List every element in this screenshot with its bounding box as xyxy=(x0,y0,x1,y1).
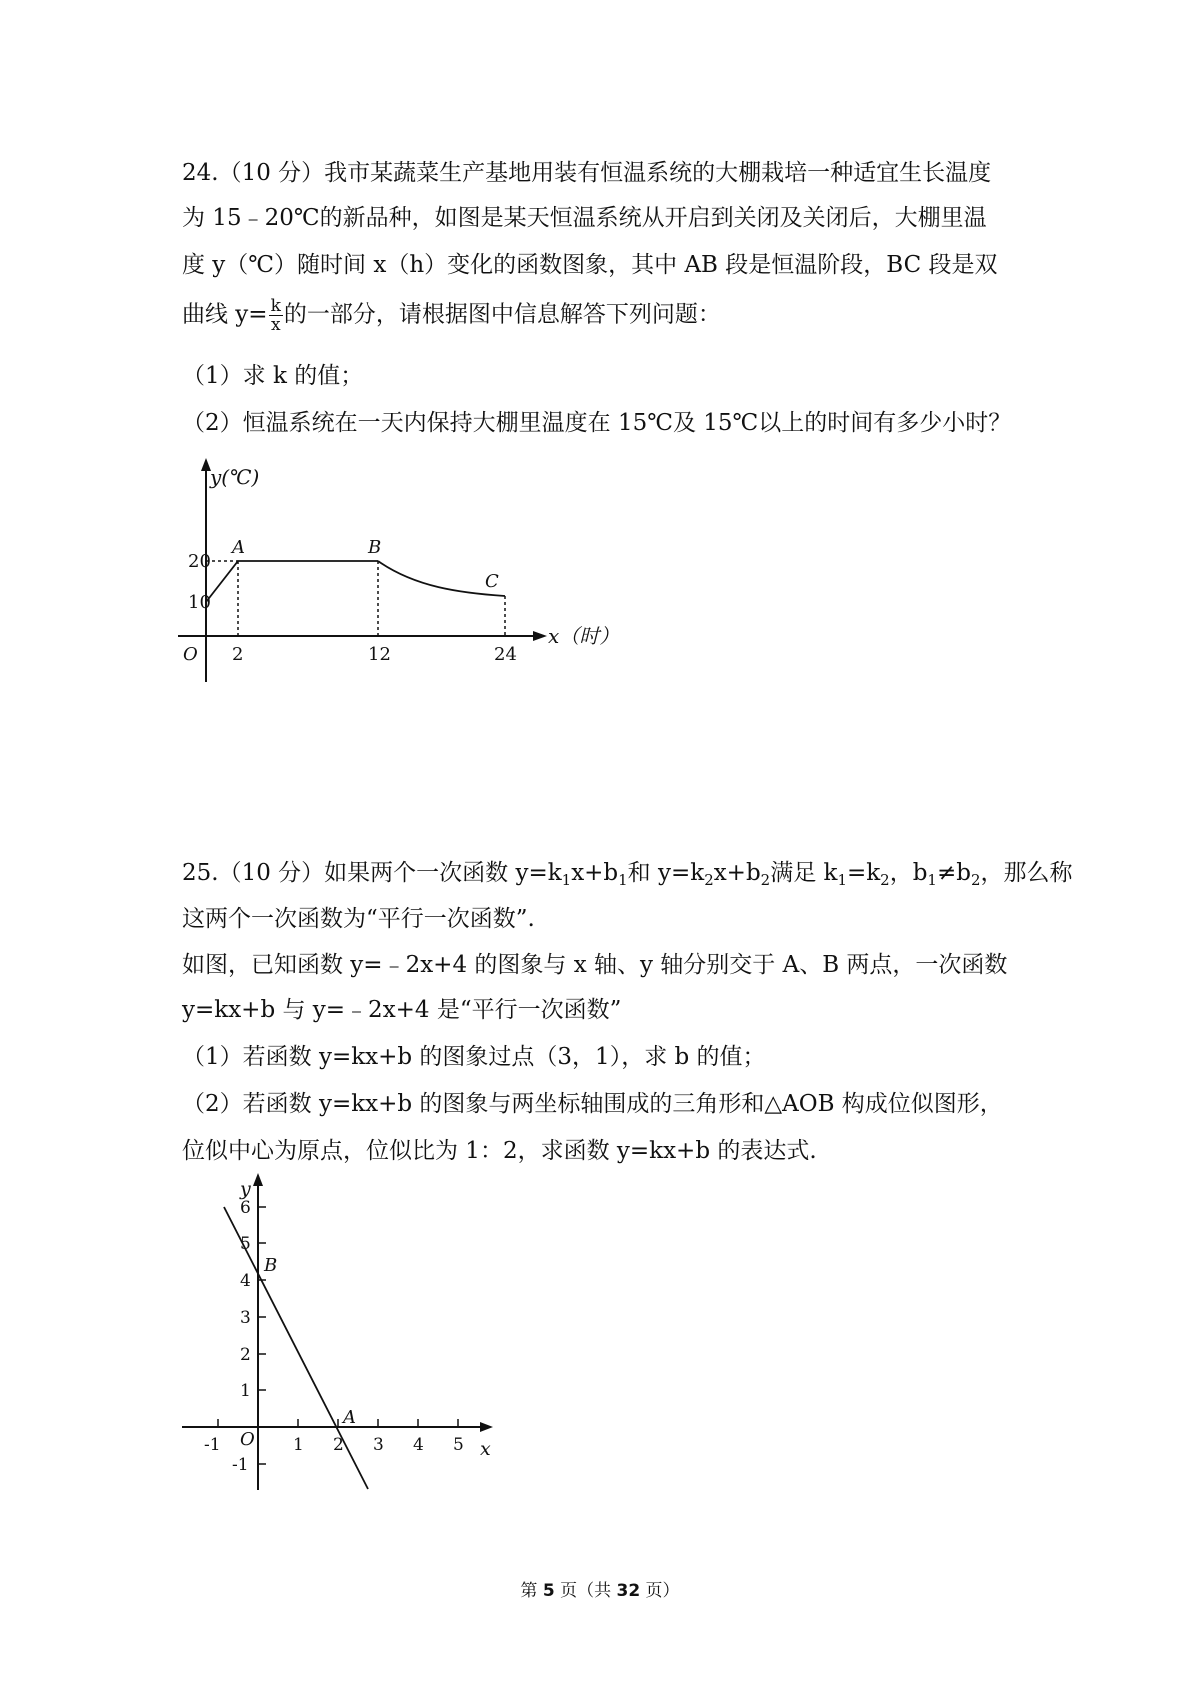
q25-line-graph xyxy=(180,1165,520,1495)
origin-label: O xyxy=(240,1429,255,1450)
y-axis-label: y xyxy=(240,1178,251,1200)
point-a-label: A xyxy=(343,1407,356,1428)
x-tick-12: 12 xyxy=(368,644,391,665)
x-tick-2: 2 xyxy=(232,644,244,665)
q24-line-4 xyxy=(182,297,721,334)
q25-part-1: （1）若函数 y=kx+b 的图象过点（3，1），求 b 的值； xyxy=(182,1044,766,1070)
q24-line-2: 为 15﹣20℃的新品种，如图是某天恒温系统从开启到关闭及关闭后，大棚里温 xyxy=(182,205,987,231)
y-tick-2: 2 xyxy=(240,1345,251,1365)
origin-label: O xyxy=(183,644,198,665)
y-tick-5: 5 xyxy=(240,1234,251,1254)
x-axis-label: x xyxy=(480,1438,491,1460)
segment-oa-ab xyxy=(206,561,378,602)
fraction-k-over-x xyxy=(269,297,283,334)
q25-text: 满足 k xyxy=(770,860,838,886)
y-tick-10: 10 xyxy=(188,592,211,613)
q24-line-1: 24.（10 分）我市某蔬菜生产基地用装有恒温系统的大棚栽培一种适宜生长温度 xyxy=(182,160,992,186)
q25-text: ，那么称 xyxy=(980,860,1073,886)
q25-part-3: 位似中心为原点，位似比为 1：2，求函数 y=kx+b 的表达式. xyxy=(182,1138,817,1164)
point-c-label: C xyxy=(485,571,499,592)
x-axis-arrow xyxy=(533,631,547,641)
q24-part-1: （1）求 k 的值； xyxy=(182,363,364,389)
x-tick-marks xyxy=(218,1419,458,1427)
y-axis-label: y(℃) xyxy=(210,465,260,489)
x-tick-1: 1 xyxy=(293,1435,304,1455)
y-tick-1: 1 xyxy=(240,1381,251,1401)
footer-total-pages: 32 xyxy=(616,1581,641,1601)
q25-text: x+b xyxy=(713,860,761,886)
q25-line-1-pre: 25.（10 分）如果两个一次函数 y=k xyxy=(182,860,562,886)
subscript: 2 xyxy=(704,871,714,890)
x-tick-3: 3 xyxy=(373,1435,384,1455)
footer-post: 页） xyxy=(640,1581,680,1601)
q24-line-4-post: 的一部分，请根据图中信息解答下列问题： xyxy=(283,301,721,328)
q25-text: x+b xyxy=(571,860,619,886)
q25-text: ≠b xyxy=(936,860,971,886)
subscript: 1 xyxy=(837,871,847,890)
subscript: 1 xyxy=(561,871,572,890)
footer-mid: 页（共 xyxy=(554,1581,617,1601)
y-tick-4: 4 xyxy=(240,1271,251,1291)
y-tick-20: 20 xyxy=(188,551,211,572)
q25-text: ，b xyxy=(889,860,928,886)
y-tick-3: 3 xyxy=(240,1308,251,1328)
q25-line-4: y=kx+b 与 y=﹣2x+4 是“平行一次函数” xyxy=(182,997,622,1023)
x-tick-24: 24 xyxy=(494,644,517,665)
subscript: 1 xyxy=(618,871,628,890)
y-tick-marks xyxy=(258,1207,266,1464)
point-b-label: B xyxy=(264,1255,278,1276)
x-tick-2: 2 xyxy=(333,1435,344,1455)
x-axis-arrow xyxy=(480,1422,493,1432)
point-b-label: B xyxy=(368,537,382,558)
q24-temperature-graph xyxy=(170,450,630,690)
subscript: 2 xyxy=(880,871,890,890)
q25-line-3: 如图，已知函数 y=﹣2x+4 的图象与 x 轴、y 轴分别交于 A、B 两点，一次函数 xyxy=(182,952,1008,978)
x-tick-4: 4 xyxy=(413,1435,424,1455)
page-footer xyxy=(0,1576,1200,1601)
q25-part-2: （2）若函数 y=kx+b 的图象与两坐标轴围成的三角形和△AOB 构成位似图形， xyxy=(182,1091,1003,1117)
q24-part-2: （2）恒温系统在一天内保持大棚里温度在 15℃及 15℃以上的时间有多少小时？ xyxy=(182,410,1012,436)
footer-pre: 第 xyxy=(520,1581,543,1601)
x-tick-neg1: -1 xyxy=(204,1435,221,1455)
subscript: 2 xyxy=(760,871,771,890)
q24-line-4-pre: 曲线 y= xyxy=(182,301,268,328)
q24-line-3: 度 y（℃）随时间 x（h）变化的函数图象，其中 AB 段是恒温阶段，BC 段是双 xyxy=(182,252,998,278)
point-a-label: A xyxy=(232,537,245,558)
q25-text: 和 y=k xyxy=(627,860,705,886)
subscript: 2 xyxy=(970,871,981,890)
fraction-denominator: x xyxy=(270,315,281,335)
q25-text: =k xyxy=(846,860,881,886)
y-axis-arrow xyxy=(253,1173,263,1186)
y-tick-6: 6 xyxy=(240,1198,251,1218)
q25-line-1 xyxy=(182,858,1072,888)
x-axis-label: x（时） xyxy=(548,624,620,648)
subscript: 1 xyxy=(927,871,937,890)
q25-line-2: 这两个一次函数为“平行一次函数”. xyxy=(182,906,535,932)
fraction-numerator: k xyxy=(270,296,281,316)
footer-page-number: 5 xyxy=(542,1581,555,1601)
y-tick-neg1: -1 xyxy=(232,1455,249,1475)
x-tick-5: 5 xyxy=(453,1435,464,1455)
